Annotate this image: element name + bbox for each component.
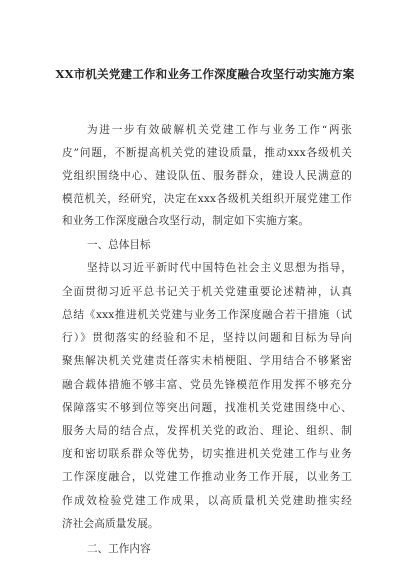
section1-line: 工作深度融合，以党建工作推动业务工作开展，以业务工 xyxy=(62,471,352,483)
section1-line: 保障落实不够到位等突出问题，找准机关党建围绕中心、 xyxy=(62,402,352,414)
section1-line: 济社会高质量发展。 xyxy=(62,518,159,530)
section1-line: 总结《xxx推进机关党建与业务工作深度融合若干措施（试 xyxy=(62,309,352,321)
intro-line: 模范机关，经研究，决定在xxx各级机关组织开展党建工作 xyxy=(62,193,352,205)
document-title: XX市机关党建工作和业务工作深度融合攻坚行动实施方案 xyxy=(55,67,355,81)
section-heading-work-content: 二、工作内容 xyxy=(87,543,151,555)
section1-line: 坚持以习近平新时代中国特色社会主义思想为指导， xyxy=(87,262,352,274)
intro-line: 皮”问题，不断提高机关党的建设质量，推动xxx各级机关 xyxy=(62,147,352,159)
intro-line: 和业务工作深度融合攻坚行动，制定如下实施方案。 xyxy=(62,215,310,227)
section1-line: 融合载体措施不够丰富、党员先锋模范作用发挥不够充分 xyxy=(62,379,352,391)
section1-line: 度和密切联系群众等优势，切实推进机关党建工作与业务 xyxy=(62,448,352,460)
section1-line: 行）》贯彻落实的经验和不足，坚持以问题和目标为导向 xyxy=(62,332,352,344)
intro-line: 为进一步有效破解机关党建工作与业务工作“两张 xyxy=(87,124,352,136)
section1-line: 作成效检验党建工作成果，以高质量机关党建助推实经 xyxy=(62,495,352,507)
section1-line: 聚焦解决机关党建责任落实未梢梗阻、学用结合不够紧密 xyxy=(62,355,352,367)
intro-line: 党组织围绕中心、建设队伍、服务群众，建设人民满意的 xyxy=(62,170,352,182)
section-heading-overall-goals: 一、总体目标 xyxy=(87,239,151,251)
section1-line: 全面贯彻习近平总书记关于机关党建重要论述精神，认真 xyxy=(62,286,352,298)
section1-line: 服务大局的结合点，发挥机关党的政治、理论、组织、制 xyxy=(62,425,352,437)
